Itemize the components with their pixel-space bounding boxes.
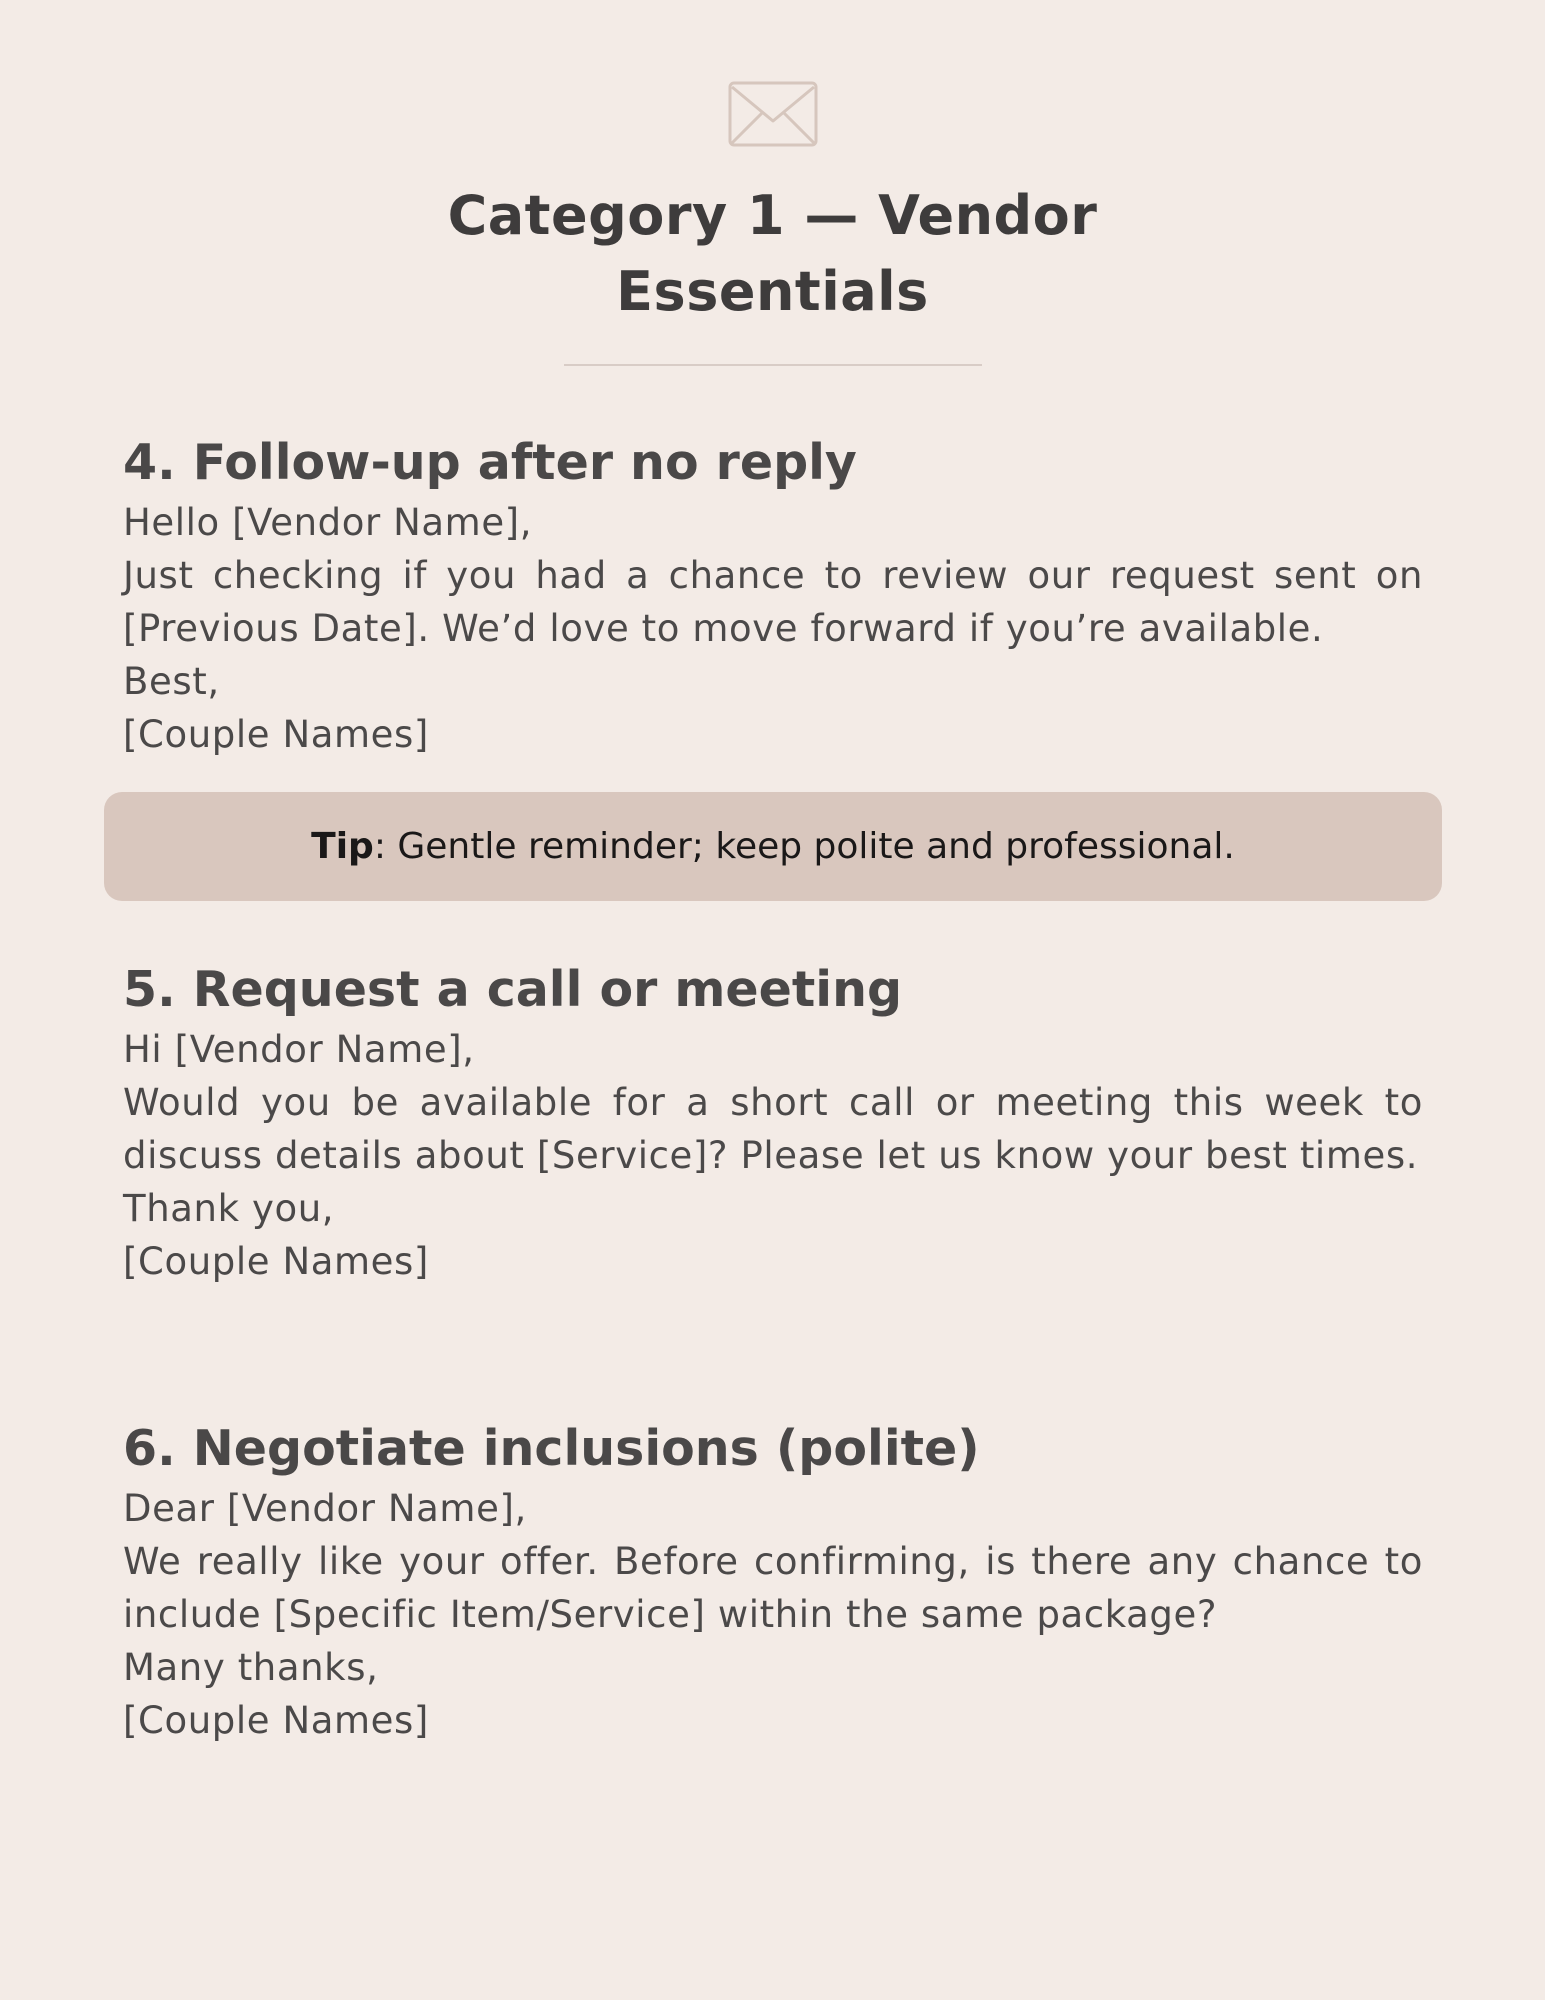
greeting-text: Dear [Vendor Name], (123, 1487, 527, 1530)
template-section-6 (123, 1416, 1423, 1747)
message-paragraph: Would you be available for a short call or meeting this week to discuss details about [Service]? Please let us know your best times. (123, 1081, 1423, 1177)
page-title-line-2: Essentials (616, 260, 929, 323)
page-title-line-1: Category 1 — Vendor (447, 184, 1098, 247)
tip-box (104, 792, 1442, 901)
closing-text: Thank you, (123, 1187, 335, 1230)
tip-text: : Gentle reminder; keep polite and professional. (373, 826, 1235, 867)
envelope-icon (728, 81, 818, 147)
greeting-text: Hi [Vendor Name], (123, 1028, 475, 1071)
closing-text: Best, (123, 660, 220, 703)
signature-text: [Couple Names] (123, 1240, 429, 1283)
page-title (0, 178, 1545, 330)
section-heading: 4. Follow-up after no reply (123, 434, 857, 491)
section-heading: 6. Negotiate inclusions (polite) (123, 1420, 980, 1477)
closing-text: Many thanks, (123, 1646, 379, 1689)
tip-label: Tip (311, 826, 374, 867)
template-section-4 (123, 430, 1423, 761)
message-paragraph: Just checking if you had a chance to review our request sent on [Previous Date]. We’d love to move forward if you’re available. (123, 554, 1423, 650)
greeting-text: Hello [Vendor Name], (123, 501, 533, 544)
template-section-5 (123, 957, 1423, 1288)
message-paragraph: We really like your offer. Before confirming, is there any chance to include [Specific Item/Service] within the same package? (123, 1540, 1423, 1636)
title-divider (564, 364, 982, 366)
signature-text: [Couple Names] (123, 1699, 429, 1742)
signature-text: [Couple Names] (123, 713, 429, 756)
section-heading: 5. Request a call or meeting (123, 961, 903, 1018)
